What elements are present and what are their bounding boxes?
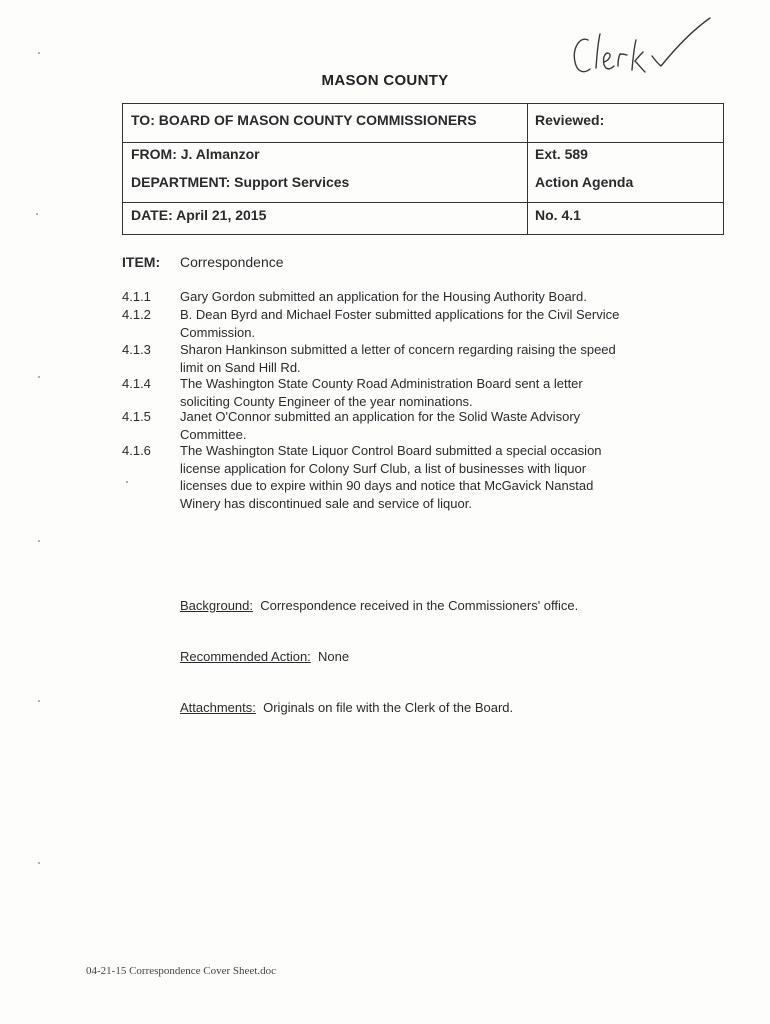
item-line: The Washington State Liquor Control Board submitted a special occasion <box>180 443 602 458</box>
recommended-action-line <box>180 649 349 664</box>
scan-speck <box>38 862 40 864</box>
item-text <box>180 341 650 376</box>
agenda-number-field: No. 4.1 <box>535 207 581 223</box>
item-line: licenses due to expire within 90 days and notice that McGavick Nanstad <box>180 478 594 493</box>
background-text: Correspondence received in the Commissioners' office. <box>260 598 579 613</box>
item-line: limit on Sand Hill Rd. <box>180 359 301 375</box>
ext-field: Ext. 589 <box>535 146 588 162</box>
agenda-type-field: Action Agenda <box>535 174 634 190</box>
reviewed-field: Reviewed: <box>535 112 605 128</box>
background-label: Background: <box>180 598 253 613</box>
item-text <box>180 375 650 410</box>
header-table <box>122 103 724 235</box>
item-number: 4.1.4 <box>122 376 151 391</box>
document-filename: 04-21-15 Correspondence Cover Sheet.doc <box>86 965 277 977</box>
header-row-divider <box>123 202 723 203</box>
scan-speck <box>38 540 40 542</box>
item-line: Sharon Hankinson submitted a letter of concern regarding raising the speed <box>180 342 616 357</box>
to-field: TO: BOARD OF MASON COUNTY COMMISSIONERS <box>131 112 477 128</box>
item-value: Correspondence <box>180 254 284 270</box>
department-field: DEPARTMENT: Support Services <box>131 174 350 190</box>
item-line: Gary Gordon submitted an application for the Housing Authority Board. <box>180 289 587 304</box>
item-number: 4.1.3 <box>122 342 151 357</box>
scan-speck <box>36 213 38 215</box>
item-line: Janet O'Connor submitted an application for the Solid Waste Advisory <box>180 409 581 424</box>
item-line: Committee. <box>180 426 247 442</box>
background-line <box>180 598 578 613</box>
item-line: The Washington State County Road Administration Board sent a letter <box>180 376 583 391</box>
attachments-text: Originals on file with the Clerk of the Board. <box>263 700 514 715</box>
item-text <box>180 306 650 341</box>
item-line: license application for Colony Surf Club, a list of businesses with liquor <box>180 460 587 476</box>
header-column-divider <box>527 104 528 234</box>
recommended-action-text: None <box>318 649 350 664</box>
attachments-line <box>180 700 513 715</box>
item-number: 4.1.1 <box>122 289 151 304</box>
scan-speck <box>126 481 128 483</box>
item-line: Winery has discontinued sale and service of liquor. <box>180 495 472 511</box>
date-field: DATE: April 21, 2015 <box>131 207 267 223</box>
item-line: soliciting County Engineer of the year nominations. <box>180 393 473 409</box>
item-label: ITEM: <box>122 254 161 270</box>
header-row-divider <box>123 142 723 143</box>
item-text <box>180 288 650 306</box>
item-number: 4.1.2 <box>122 307 151 322</box>
item-number: 4.1.6 <box>122 443 151 458</box>
county-title: MASON COUNTY <box>321 72 449 89</box>
recommended-action-label: Recommended Action: <box>180 649 311 664</box>
scan-speck <box>38 376 40 378</box>
from-field: FROM: J. Almanzor <box>131 146 260 162</box>
item-line: B. Dean Byrd and Michael Foster submitted applications for the Civil Service <box>180 307 620 322</box>
item-text <box>180 408 650 443</box>
item-number: 4.1.5 <box>122 409 151 424</box>
attachments-label: Attachments: <box>180 700 256 715</box>
item-text <box>180 442 650 512</box>
item-line: Commission. <box>180 324 256 340</box>
scan-speck <box>38 700 40 702</box>
scan-speck <box>38 52 40 54</box>
